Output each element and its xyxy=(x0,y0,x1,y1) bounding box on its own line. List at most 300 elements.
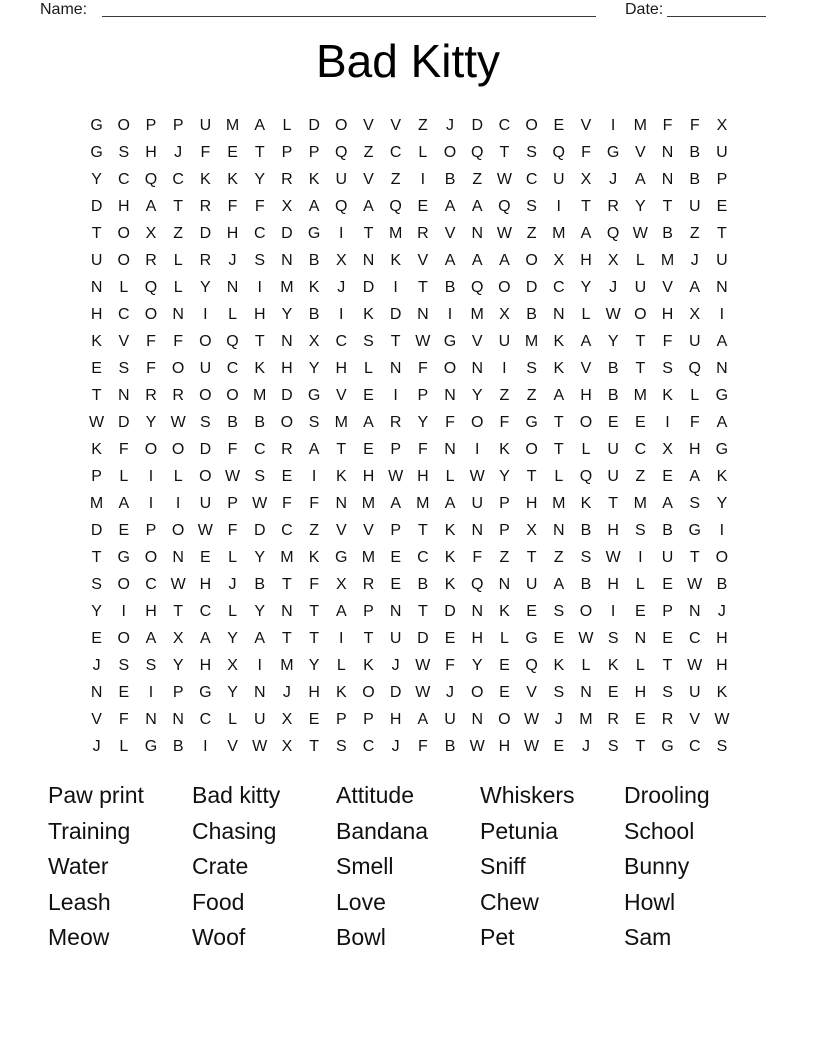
grid-cell: D xyxy=(471,117,483,134)
grid-cell: R xyxy=(281,441,293,458)
grid-cell: C xyxy=(389,144,402,161)
grid-cell: L xyxy=(173,468,183,485)
grid-cell: O xyxy=(117,117,130,134)
grid-cell: I xyxy=(148,468,154,485)
grid-cell: O xyxy=(470,684,484,701)
grid-cell: Q xyxy=(470,144,484,161)
grid-cell: B xyxy=(417,576,429,593)
grid-cell: J xyxy=(228,576,237,593)
grid-cell: I xyxy=(257,279,262,296)
grid-cell: J xyxy=(391,738,400,755)
grid-cell: N xyxy=(553,522,565,539)
grid-cell: R xyxy=(172,387,184,404)
grid-cell: L xyxy=(499,630,509,647)
grid-cell: C xyxy=(199,603,212,620)
grid-cell: O xyxy=(525,252,538,269)
grid-cell: Y xyxy=(308,657,320,674)
grid-cell: H xyxy=(389,711,402,728)
grid-cell: U xyxy=(607,441,619,458)
grid-cell: W xyxy=(687,657,703,674)
grid-cell: N xyxy=(362,252,375,269)
grid-cell: H xyxy=(118,198,130,215)
grid-cell: Y xyxy=(471,387,483,404)
grid-cell: T xyxy=(581,198,591,215)
grid-cell: M xyxy=(334,414,348,431)
grid-cell: Q xyxy=(688,360,701,377)
grid-cell: M xyxy=(552,225,566,242)
grid-cell: L xyxy=(282,117,292,134)
grid-cell: S xyxy=(363,333,374,350)
grid-cell: S xyxy=(553,684,565,701)
grid-cell: Y xyxy=(607,333,619,350)
grid-cell: Y xyxy=(254,549,266,566)
grid-cell: D xyxy=(199,225,212,242)
grid-cell: N xyxy=(444,387,456,404)
grid-cell: N xyxy=(172,306,184,323)
grid-cell: U xyxy=(525,576,538,593)
grid-cell: D xyxy=(199,441,212,458)
grid-cell: C xyxy=(688,738,701,755)
grid-cell: A xyxy=(390,495,401,512)
grid-cell: Z xyxy=(635,468,646,485)
grid-cell: M xyxy=(388,225,403,242)
grid-cell: A xyxy=(444,495,456,512)
grid-cell: F xyxy=(227,522,238,539)
grid-cell: T xyxy=(254,333,265,350)
grid-cell: E xyxy=(91,630,102,647)
grid-cell: V xyxy=(471,333,483,350)
grid-cell: T xyxy=(417,603,428,620)
grid-cell: G xyxy=(661,738,674,755)
grid-cell: F xyxy=(282,495,292,512)
grid-cell: K xyxy=(308,279,320,296)
grid-cell: N xyxy=(716,360,728,377)
grid-cell: D xyxy=(389,306,402,323)
grid-cell: U xyxy=(498,333,511,350)
word-list-item: Howl xyxy=(624,888,676,915)
grid-cell: J xyxy=(609,171,618,188)
grid-cell: B xyxy=(254,414,266,431)
grid-cell: I xyxy=(393,279,398,296)
grid-cell: I xyxy=(502,360,507,377)
grid-cell: H xyxy=(335,360,348,377)
grid-cell: A xyxy=(662,495,673,512)
grid-cell: Z xyxy=(526,387,537,404)
grid-cell: U xyxy=(199,495,212,512)
grid-cell: Z xyxy=(390,171,401,188)
grid-cell: B xyxy=(444,171,456,188)
grid-cell: F xyxy=(445,414,455,431)
grid-cell: C xyxy=(253,441,266,458)
grid-cell: G xyxy=(688,522,701,539)
grid-cell: U xyxy=(553,171,565,188)
grid-cell: L xyxy=(119,468,129,485)
grid-cell: M xyxy=(633,387,647,404)
grid-cell: C xyxy=(226,360,239,377)
grid-cell: W xyxy=(469,468,485,485)
grid-cell: A xyxy=(308,441,320,458)
grid-cell: G xyxy=(117,549,130,566)
grid-cell: S xyxy=(526,198,537,215)
grid-cell: W xyxy=(415,333,431,350)
grid-cell: W xyxy=(496,171,512,188)
grid-cell: F xyxy=(445,657,455,674)
grid-cell: A xyxy=(689,468,701,485)
grid-cell: H xyxy=(716,657,728,674)
grid-cell: H xyxy=(607,576,619,593)
grid-cell: U xyxy=(716,252,728,269)
grid-cell: H xyxy=(661,306,674,323)
grid-cell: B xyxy=(526,306,537,323)
grid-cell: W xyxy=(170,414,186,431)
grid-cell: H xyxy=(417,468,429,485)
grid-cell: X xyxy=(553,252,565,269)
grid-cell: P xyxy=(91,468,102,485)
grid-cell: X xyxy=(335,252,347,269)
grid-cell: W xyxy=(605,549,621,566)
grid-cell: X xyxy=(580,171,592,188)
grid-cell: V xyxy=(526,684,537,701)
grid-cell: D xyxy=(90,522,103,539)
grid-cell: I xyxy=(420,171,426,188)
grid-cell: N xyxy=(335,495,348,512)
grid-cell: O xyxy=(498,711,511,728)
grid-cell: U xyxy=(335,171,348,188)
grid-cell: E xyxy=(417,198,429,215)
grid-cell: T xyxy=(336,441,347,458)
grid-cell: R xyxy=(661,711,674,728)
grid-cell: I xyxy=(665,414,670,431)
grid-cell: K xyxy=(580,495,592,512)
grid-cell: W xyxy=(496,225,512,242)
grid-cell: E xyxy=(200,549,211,566)
grid-cell: K xyxy=(363,657,374,674)
grid-cell: T xyxy=(635,360,646,377)
grid-cell: B xyxy=(227,414,238,431)
grid-cell: Y xyxy=(227,630,238,647)
grid-cell: T xyxy=(309,738,319,755)
grid-cell: Q xyxy=(470,576,484,593)
grid-cell: W xyxy=(170,576,186,593)
word-list-item: Leash xyxy=(48,888,111,915)
grid-cell: E xyxy=(118,522,130,539)
grid-cell: P xyxy=(172,117,184,134)
word-list-item: School xyxy=(624,817,695,844)
grid-cell: S xyxy=(254,252,266,269)
grid-cell: S xyxy=(526,360,537,377)
grid-cell: W xyxy=(605,306,621,323)
grid-cell: M xyxy=(280,549,294,566)
grid-cell: E xyxy=(308,711,320,728)
grid-cell: Y xyxy=(635,198,646,215)
grid-cell: C xyxy=(362,738,375,755)
grid-cell: T xyxy=(526,468,537,485)
grid-cell: P xyxy=(417,387,429,404)
grid-cell: F xyxy=(200,144,211,161)
grid-cell: G xyxy=(307,387,321,404)
grid-cell: Z xyxy=(689,225,700,242)
grid-cell: S xyxy=(716,738,728,755)
grid-cell: E xyxy=(444,630,456,647)
grid-cell: T xyxy=(662,198,673,215)
word-list-item: Petunia xyxy=(480,817,559,844)
grid-cell: I xyxy=(311,468,317,485)
grid-cell: C xyxy=(118,306,130,323)
grid-cell: W xyxy=(524,711,540,728)
grid-cell: A xyxy=(363,198,374,215)
grid-cell: D xyxy=(525,279,538,296)
grid-cell: P xyxy=(363,603,374,620)
grid-cell: P xyxy=(335,711,347,728)
grid-cell: W xyxy=(632,225,648,242)
grid-cell: W xyxy=(578,630,594,647)
grid-cell: X xyxy=(526,522,537,539)
grid-cell: X xyxy=(145,225,157,242)
grid-cell: O xyxy=(525,117,538,134)
grid-cell: B xyxy=(254,576,266,593)
grid-cell: U xyxy=(199,117,212,134)
grid-cell: N xyxy=(389,360,402,377)
grid-cell: A xyxy=(417,711,429,728)
grid-cell: T xyxy=(363,630,374,647)
grid-cell: K xyxy=(716,468,728,485)
grid-cell: H xyxy=(525,495,538,512)
grid-cell: N xyxy=(90,684,103,701)
grid-cell: B xyxy=(308,306,320,323)
grid-cell: K xyxy=(227,171,238,188)
grid-cell: Q xyxy=(389,198,402,215)
grid-cell: T xyxy=(173,603,184,620)
word-list-item: Sniff xyxy=(480,853,526,880)
grid-cell: O xyxy=(335,117,348,134)
grid-cell: D xyxy=(389,684,402,701)
grid-cell: Y xyxy=(499,468,510,485)
grid-cell: X xyxy=(499,306,510,323)
grid-cell: Y xyxy=(227,684,238,701)
grid-cell: N xyxy=(281,333,293,350)
name-blank-line[interactable] xyxy=(102,0,596,17)
grid-cell: R xyxy=(417,225,429,242)
grid-cell: V xyxy=(335,387,347,404)
grid-cell: I xyxy=(610,603,616,620)
grid-cell: W xyxy=(388,468,404,485)
grid-cell: Q xyxy=(470,279,484,296)
grid-cell: Q xyxy=(144,279,158,296)
grid-cell: N xyxy=(498,576,511,593)
grid-cell: Y xyxy=(580,279,592,296)
grid-cell: U xyxy=(688,333,701,350)
grid-cell: U xyxy=(253,711,266,728)
grid-cell: H xyxy=(199,657,212,674)
grid-cell: I xyxy=(203,306,208,323)
word-list-item: Water xyxy=(48,853,109,880)
grid-cell: B xyxy=(580,522,592,539)
grid-cell: H xyxy=(145,603,157,620)
word-list xyxy=(48,778,767,956)
grid-cell: F xyxy=(417,360,428,377)
grid-cell: L xyxy=(228,306,237,323)
grid-cell: D xyxy=(281,225,293,242)
grid-cell: O xyxy=(280,414,294,431)
grid-cell: O xyxy=(443,144,457,161)
grid-cell: I xyxy=(556,198,561,215)
grid-cell: U xyxy=(471,495,483,512)
grid-cell: N xyxy=(444,441,456,458)
grid-cell: U xyxy=(688,198,701,215)
grid-cell: T xyxy=(390,333,401,350)
grid-cell: J xyxy=(282,684,291,701)
grid-cell: S xyxy=(689,495,701,512)
grid-cell: C xyxy=(634,441,647,458)
grid-cell: T xyxy=(309,603,319,620)
grid-cell: L xyxy=(581,441,591,458)
grid-cell: H xyxy=(308,684,320,701)
grid-cell: Y xyxy=(254,171,266,188)
grid-cell: M xyxy=(253,387,267,404)
grid-cell: G xyxy=(335,549,348,566)
grid-cell: Y xyxy=(417,414,429,431)
grid-cell: J xyxy=(446,117,455,134)
grid-cell: M xyxy=(470,306,484,323)
date-blank-line[interactable] xyxy=(667,0,766,17)
grid-cell: Q xyxy=(498,198,511,215)
grid-cell: M xyxy=(280,279,294,296)
grid-cell: J xyxy=(391,657,400,674)
grid-cell: G xyxy=(90,144,103,161)
grid-cell: S xyxy=(553,603,565,620)
grid-cell: X xyxy=(281,198,293,215)
grid-cell: B xyxy=(308,252,320,269)
grid-cell: W xyxy=(415,657,431,674)
grid-cell: A xyxy=(118,495,130,512)
grid-cell: E xyxy=(499,684,510,701)
word-list-item: Bad kitty xyxy=(192,782,281,808)
grid-cell: N xyxy=(253,684,266,701)
grid-cell: A xyxy=(254,630,266,647)
grid-cell: B xyxy=(444,279,456,296)
grid-cell: K xyxy=(335,684,347,701)
word-list-column xyxy=(192,778,336,956)
grid-cell: K xyxy=(200,171,211,188)
grid-cell: F xyxy=(227,198,238,215)
grid-cell: N xyxy=(172,549,184,566)
grid-cell: W xyxy=(469,738,485,755)
grid-cell: E xyxy=(607,414,619,431)
grid-cell: C xyxy=(281,522,293,539)
grid-cell: Q xyxy=(525,657,538,674)
grid-cell: K xyxy=(553,333,565,350)
grid-cell: V xyxy=(363,522,374,539)
grid-cell: L xyxy=(581,657,591,674)
grid-cell: N xyxy=(389,603,402,620)
grid-cell: K xyxy=(444,522,456,539)
grid-cell: N xyxy=(580,684,592,701)
grid-cell: P xyxy=(145,117,157,134)
grid-cell: U xyxy=(607,468,619,485)
grid-cell: J xyxy=(581,738,590,755)
grid-cell: S xyxy=(526,144,537,161)
word-list-item: Attitude xyxy=(336,782,414,808)
grid-cell: V xyxy=(635,144,646,161)
grid-cell: N xyxy=(90,279,103,296)
grid-cell: O xyxy=(144,549,158,566)
word-search-grid xyxy=(83,112,736,760)
word-list-item: Chasing xyxy=(192,817,277,844)
grid-cell: J xyxy=(446,684,455,701)
grid-cell: M xyxy=(225,117,240,134)
grid-cell: V xyxy=(662,279,673,296)
grid-cell: S xyxy=(118,144,130,161)
grid-cell: O xyxy=(498,279,511,296)
grid-cell: E xyxy=(635,711,646,728)
grid-cell: O xyxy=(715,549,729,566)
grid-cell: R xyxy=(199,198,212,215)
grid-cell: T xyxy=(499,144,510,161)
grid-cell: T xyxy=(417,279,428,296)
grid-cell: E xyxy=(716,198,728,215)
grid-cell: F xyxy=(581,144,591,161)
grid-cell: R xyxy=(145,252,157,269)
grid-cell: E xyxy=(363,387,374,404)
grid-cell: G xyxy=(525,414,538,431)
puzzle-title: Bad Kitty xyxy=(315,35,501,87)
grid-cell: N xyxy=(226,279,239,296)
grid-cell: Y xyxy=(200,279,211,296)
grid-cell: F xyxy=(417,441,428,458)
grid-cell: P xyxy=(363,711,374,728)
grid-cell: J xyxy=(337,279,346,296)
grid-cell: T xyxy=(282,630,292,647)
grid-cell: Z xyxy=(553,549,564,566)
grid-cell: Y xyxy=(172,657,184,674)
word-list-item: Chew xyxy=(480,888,539,915)
grid-cell: V xyxy=(689,711,701,728)
grid-cell: P xyxy=(390,522,401,539)
grid-cell: F xyxy=(499,414,510,431)
grid-cell: L xyxy=(228,711,237,728)
grid-cell: I xyxy=(339,225,344,242)
grid-cell: V xyxy=(91,711,102,728)
grid-cell: Y xyxy=(91,171,102,188)
grid-cell: E xyxy=(390,549,401,566)
grid-cell: H xyxy=(580,252,592,269)
grid-cell: K xyxy=(662,387,673,404)
grid-cell: F xyxy=(254,198,265,215)
grid-cell: S xyxy=(254,468,266,485)
grid-cell: K xyxy=(716,684,728,701)
grid-cell: D xyxy=(253,522,266,539)
grid-cell: R xyxy=(362,576,375,593)
grid-cell: N xyxy=(417,306,429,323)
grid-cell: M xyxy=(660,252,675,269)
grid-cell: T xyxy=(608,495,619,512)
grid-cell: P xyxy=(281,144,293,161)
grid-cell: B xyxy=(689,144,701,161)
grid-cell: O xyxy=(226,387,239,404)
grid-cell: F xyxy=(662,117,673,134)
grid-cell: T xyxy=(553,414,564,431)
grid-cell: S xyxy=(580,549,592,566)
grid-cell: O xyxy=(199,468,212,485)
grid-cell: N xyxy=(661,144,674,161)
grid-cell: A xyxy=(471,252,483,269)
grid-cell: T xyxy=(635,738,646,755)
grid-cell: D xyxy=(362,279,375,296)
grid-cell: C xyxy=(145,576,157,593)
grid-cell: E xyxy=(635,414,646,431)
grid-cell: Y xyxy=(471,657,483,674)
grid-cell: A xyxy=(716,333,728,350)
